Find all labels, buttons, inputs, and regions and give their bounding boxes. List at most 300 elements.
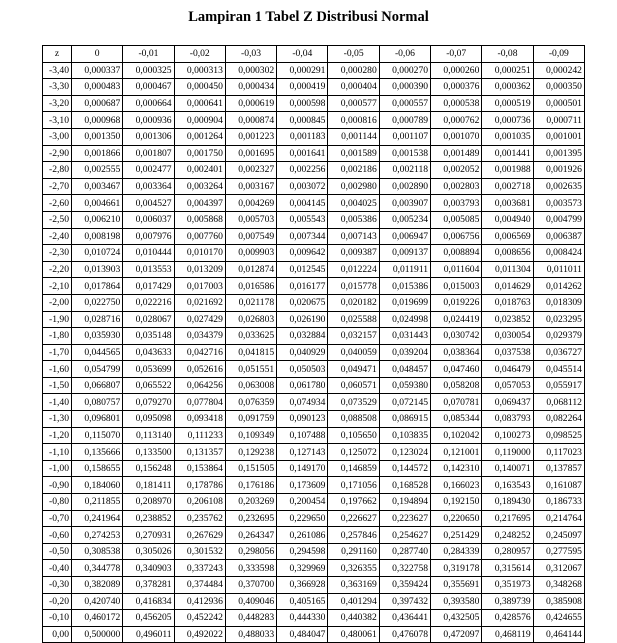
probability-cell: 0,032884	[277, 328, 328, 345]
probability-cell: 0,113140	[123, 427, 174, 444]
column-header: -0,04	[277, 46, 328, 63]
table-row	[43, 62, 585, 79]
probability-cell: 0,254627	[379, 527, 430, 544]
probability-cell: 0,009137	[379, 245, 430, 262]
probability-cell: 0,232695	[225, 510, 276, 527]
probability-cell: 0,348268	[533, 577, 584, 594]
probability-cell: 0,220650	[431, 510, 482, 527]
probability-cell: 0,017003	[174, 278, 225, 295]
probability-cell: 0,153864	[174, 460, 225, 477]
probability-cell: 0,000762	[431, 112, 482, 129]
probability-cell: 0,000598	[277, 95, 328, 112]
table-row	[43, 427, 585, 444]
probability-cell: 0,000390	[379, 79, 430, 96]
probability-cell: 0,500000	[72, 626, 123, 643]
table-row	[43, 610, 585, 627]
probability-cell: 0,181411	[123, 477, 174, 494]
probability-cell: 0,017864	[72, 278, 123, 295]
probability-cell: 0,000577	[328, 95, 379, 112]
probability-cell: 0,060571	[328, 377, 379, 394]
probability-cell: 0,052616	[174, 361, 225, 378]
probability-cell: 0,013209	[174, 261, 225, 278]
probability-cell: 0,133500	[123, 444, 174, 461]
probability-cell: 0,085344	[431, 411, 482, 428]
probability-cell: 0,001866	[72, 145, 123, 162]
probability-cell: 0,005868	[174, 211, 225, 228]
probability-cell: 0,006387	[533, 228, 584, 245]
probability-cell: 0,050503	[277, 361, 328, 378]
table-row	[43, 278, 585, 295]
probability-cell: 0,021692	[174, 294, 225, 311]
probability-cell: 0,091759	[225, 411, 276, 428]
probability-cell: 0,374484	[174, 577, 225, 594]
probability-cell: 0,131357	[174, 444, 225, 461]
probability-cell: 0,004661	[72, 195, 123, 212]
probability-cell: 0,000641	[174, 95, 225, 112]
probability-cell: 0,059380	[379, 377, 430, 394]
table-row	[43, 411, 585, 428]
probability-cell: 0,472097	[431, 626, 482, 643]
probability-cell: 0,069437	[482, 394, 533, 411]
probability-cell: 0,009903	[225, 245, 276, 262]
probability-cell: 0,226627	[328, 510, 379, 527]
probability-cell: 0,013903	[72, 261, 123, 278]
probability-cell: 0,093418	[174, 411, 225, 428]
probability-cell: 0,000483	[72, 79, 123, 96]
probability-cell: 0,042716	[174, 344, 225, 361]
probability-cell: 0,291160	[328, 543, 379, 560]
probability-cell: 0,186733	[533, 494, 584, 511]
probability-cell: 0,144572	[379, 460, 430, 477]
probability-cell: 0,030054	[482, 328, 533, 345]
z-value-cell: -0,50	[43, 543, 72, 560]
probability-cell: 0,397432	[379, 593, 430, 610]
probability-cell: 0,083793	[482, 411, 533, 428]
probability-cell: 0,095098	[123, 411, 174, 428]
table-header-row	[43, 46, 585, 63]
probability-cell: 0,005703	[225, 211, 276, 228]
probability-cell: 0,031443	[379, 328, 430, 345]
probability-cell: 0,192150	[431, 494, 482, 511]
probability-cell: 0,264347	[225, 527, 276, 544]
probability-cell: 0,028716	[72, 311, 123, 328]
probability-cell: 0,039204	[379, 344, 430, 361]
probability-cell: 0,006947	[379, 228, 430, 245]
probability-cell: 0,034379	[174, 328, 225, 345]
probability-cell: 0,055917	[533, 377, 584, 394]
probability-cell: 0,125072	[328, 444, 379, 461]
probability-cell: 0,002327	[225, 162, 276, 179]
probability-cell: 0,010170	[174, 245, 225, 262]
z-value-cell: -1,20	[43, 427, 72, 444]
probability-cell: 0,378281	[123, 577, 174, 594]
probability-cell: 0,109349	[225, 427, 276, 444]
probability-cell: 0,001107	[379, 128, 430, 145]
probability-cell: 0,329969	[277, 560, 328, 577]
z-value-cell: -0,70	[43, 510, 72, 527]
probability-cell: 0,100273	[482, 427, 533, 444]
table-row	[43, 377, 585, 394]
probability-cell: 0,006756	[431, 228, 482, 245]
probability-cell: 0,496011	[123, 626, 174, 643]
probability-cell: 0,096801	[72, 411, 123, 428]
table-row	[43, 145, 585, 162]
probability-cell: 0,002890	[379, 178, 430, 195]
probability-cell: 0,054799	[72, 361, 123, 378]
probability-cell: 0,312067	[533, 560, 584, 577]
probability-cell: 0,001264	[174, 128, 225, 145]
probability-cell: 0,000519	[482, 95, 533, 112]
probability-cell: 0,166023	[431, 477, 482, 494]
z-value-cell: -2,50	[43, 211, 72, 228]
probability-cell: 0,000538	[431, 95, 482, 112]
probability-cell: 0,019699	[379, 294, 430, 311]
probability-cell: 0,001926	[533, 162, 584, 179]
z-value-cell: -2,70	[43, 178, 72, 195]
probability-cell: 0,107488	[277, 427, 328, 444]
column-header: -0,06	[379, 46, 430, 63]
probability-cell: 0,018309	[533, 294, 584, 311]
probability-cell: 0,004269	[225, 195, 276, 212]
probability-cell: 0,005386	[328, 211, 379, 228]
probability-cell: 0,000376	[431, 79, 482, 96]
probability-cell: 0,119000	[482, 444, 533, 461]
probability-cell: 0,001350	[72, 128, 123, 145]
probability-cell: 0,274253	[72, 527, 123, 544]
z-value-cell: -1,60	[43, 361, 72, 378]
probability-cell: 0,000664	[123, 95, 174, 112]
probability-cell: 0,178786	[174, 477, 225, 494]
probability-cell: 0,223627	[379, 510, 430, 527]
column-header: -0,08	[482, 46, 533, 63]
z-value-cell: -2,30	[43, 245, 72, 262]
table-row	[43, 79, 585, 96]
probability-cell: 0,149170	[277, 460, 328, 477]
z-value-cell: -2,80	[43, 162, 72, 179]
probability-cell: 0,012224	[328, 261, 379, 278]
z-value-cell: -1,70	[43, 344, 72, 361]
probability-cell: 0,026803	[225, 311, 276, 328]
probability-cell: 0,393580	[431, 593, 482, 610]
probability-cell: 0,002718	[482, 178, 533, 195]
probability-cell: 0,000845	[277, 112, 328, 129]
probability-cell: 0,337243	[174, 560, 225, 577]
z-value-cell: -1,40	[43, 394, 72, 411]
probability-cell: 0,140071	[482, 460, 533, 477]
probability-cell: 0,366928	[277, 577, 328, 594]
z-value-cell: -0,80	[43, 494, 72, 511]
probability-cell: 0,464144	[533, 626, 584, 643]
probability-cell: 0,079270	[123, 394, 174, 411]
probability-cell: 0,322758	[379, 560, 430, 577]
probability-cell: 0,057053	[482, 377, 533, 394]
probability-cell: 0,123024	[379, 444, 430, 461]
probability-cell: 0,008656	[482, 245, 533, 262]
probability-cell: 0,000874	[225, 112, 276, 129]
probability-cell: 0,245097	[533, 527, 584, 544]
probability-cell: 0,428576	[482, 610, 533, 627]
probability-cell: 0,248252	[482, 527, 533, 544]
probability-cell: 0,111233	[174, 427, 225, 444]
table-row	[43, 477, 585, 494]
probability-cell: 0,005234	[379, 211, 430, 228]
probability-cell: 0,010724	[72, 245, 123, 262]
probability-cell: 0,000260	[431, 62, 482, 79]
probability-cell: 0,146859	[328, 460, 379, 477]
probability-cell: 0,000291	[277, 62, 328, 79]
column-header: -0,07	[431, 46, 482, 63]
probability-cell: 0,151505	[225, 460, 276, 477]
probability-cell: 0,009642	[277, 245, 328, 262]
probability-cell: 0,001589	[328, 145, 379, 162]
table-body	[43, 62, 585, 643]
probability-cell: 0,217695	[482, 510, 533, 527]
probability-cell: 0,051551	[225, 361, 276, 378]
probability-cell: 0,058208	[431, 377, 482, 394]
probability-cell: 0,015003	[431, 278, 482, 295]
probability-cell: 0,011911	[379, 261, 430, 278]
probability-cell: 0,002635	[533, 178, 584, 195]
probability-cell: 0,001306	[123, 128, 174, 145]
probability-cell: 0,173609	[277, 477, 328, 494]
probability-cell: 0,082264	[533, 411, 584, 428]
probability-cell: 0,000789	[379, 112, 430, 129]
probability-cell: 0,046479	[482, 361, 533, 378]
probability-cell: 0,015386	[379, 278, 430, 295]
probability-cell: 0,001988	[482, 162, 533, 179]
probability-cell: 0,074934	[277, 394, 328, 411]
probability-cell: 0,005085	[431, 211, 482, 228]
z-value-cell: -3,40	[43, 62, 72, 79]
probability-cell: 0,000450	[174, 79, 225, 96]
probability-cell: 0,001001	[533, 128, 584, 145]
probability-cell: 0,086915	[379, 411, 430, 428]
probability-cell: 0,024419	[431, 311, 482, 328]
z-value-cell: -0,60	[43, 527, 72, 544]
probability-cell: 0,023295	[533, 311, 584, 328]
probability-cell: 0,115070	[72, 427, 123, 444]
probability-cell: 0,017429	[123, 278, 174, 295]
table-row	[43, 494, 585, 511]
table-row	[43, 577, 585, 594]
probability-cell: 0,203269	[225, 494, 276, 511]
probability-cell: 0,142310	[431, 460, 482, 477]
probability-cell: 0,001641	[277, 145, 328, 162]
probability-cell: 0,047460	[431, 361, 482, 378]
probability-cell: 0,280957	[482, 543, 533, 560]
probability-cell: 0,211855	[72, 494, 123, 511]
probability-cell: 0,012874	[225, 261, 276, 278]
probability-cell: 0,000501	[533, 95, 584, 112]
probability-cell: 0,000404	[328, 79, 379, 96]
probability-cell: 0,070781	[431, 394, 482, 411]
probability-cell: 0,007344	[277, 228, 328, 245]
probability-cell: 0,000904	[174, 112, 225, 129]
probability-cell: 0,257846	[328, 527, 379, 544]
probability-cell: 0,161087	[533, 477, 584, 494]
probability-cell: 0,014262	[533, 278, 584, 295]
z-value-cell: -2,90	[43, 145, 72, 162]
probability-cell: 0,004799	[533, 211, 584, 228]
z-value-cell: -1,90	[43, 311, 72, 328]
table-row	[43, 510, 585, 527]
z-value-cell: -2,40	[43, 228, 72, 245]
z-value-cell: -3,20	[43, 95, 72, 112]
probability-cell: 0,229650	[277, 510, 328, 527]
probability-cell: 0,001183	[277, 128, 328, 145]
probability-cell: 0,001441	[482, 145, 533, 162]
probability-cell: 0,480061	[328, 626, 379, 643]
probability-cell: 0,002401	[174, 162, 225, 179]
probability-cell: 0,080757	[72, 394, 123, 411]
probability-cell: 0,468119	[482, 626, 533, 643]
table-row	[43, 261, 585, 278]
probability-cell: 0,090123	[277, 411, 328, 428]
probability-cell: 0,235762	[174, 510, 225, 527]
probability-cell: 0,000337	[72, 62, 123, 79]
probability-cell: 0,363169	[328, 577, 379, 594]
table-row	[43, 527, 585, 544]
probability-cell: 0,098525	[533, 427, 584, 444]
probability-cell: 0,009387	[328, 245, 379, 262]
probability-cell: 0,044565	[72, 344, 123, 361]
probability-cell: 0,158655	[72, 460, 123, 477]
probability-cell: 0,298056	[225, 543, 276, 560]
probability-cell: 0,002186	[328, 162, 379, 179]
probability-cell: 0,038364	[431, 344, 482, 361]
probability-cell: 0,484047	[277, 626, 328, 643]
probability-cell: 0,011604	[431, 261, 482, 278]
probability-cell: 0,241964	[72, 510, 123, 527]
z-value-cell: -2,20	[43, 261, 72, 278]
probability-cell: 0,003907	[379, 195, 430, 212]
table-row	[43, 294, 585, 311]
probability-cell: 0,024998	[379, 311, 430, 328]
probability-cell: 0,000736	[482, 112, 533, 129]
probability-cell: 0,077804	[174, 394, 225, 411]
probability-cell: 0,003167	[225, 178, 276, 195]
probability-cell: 0,003072	[277, 178, 328, 195]
probability-cell: 0,001750	[174, 145, 225, 162]
probability-cell: 0,351973	[482, 577, 533, 594]
probability-cell: 0,000816	[328, 112, 379, 129]
probability-cell: 0,035930	[72, 328, 123, 345]
probability-cell: 0,006569	[482, 228, 533, 245]
probability-cell: 0,064256	[174, 377, 225, 394]
probability-cell: 0,492022	[174, 626, 225, 643]
probability-cell: 0,000619	[225, 95, 276, 112]
document-title: Lampiran 1 Tabel Z Distribusi Normal	[188, 9, 429, 25]
probability-cell: 0,001489	[431, 145, 482, 162]
probability-cell: 0,270931	[123, 527, 174, 544]
probability-cell: 0,385908	[533, 593, 584, 610]
probability-cell: 0,001695	[225, 145, 276, 162]
probability-cell: 0,002052	[431, 162, 482, 179]
probability-cell: 0,001035	[482, 128, 533, 145]
probability-cell: 0,005543	[277, 211, 328, 228]
probability-cell: 0,200454	[277, 494, 328, 511]
z-value-cell: -1,10	[43, 444, 72, 461]
table-row	[43, 128, 585, 145]
probability-cell: 0,315614	[482, 560, 533, 577]
probability-cell: 0,063008	[225, 377, 276, 394]
probability-cell: 0,003573	[533, 195, 584, 212]
probability-cell: 0,000467	[123, 79, 174, 96]
probability-cell: 0,028067	[123, 311, 174, 328]
probability-cell: 0,002803	[431, 178, 482, 195]
probability-cell: 0,194894	[379, 494, 430, 511]
column-header: -0,01	[123, 46, 174, 63]
probability-cell: 0,319178	[431, 560, 482, 577]
probability-cell: 0,002256	[277, 162, 328, 179]
column-header: -0,02	[174, 46, 225, 63]
probability-cell: 0,197662	[328, 494, 379, 511]
probability-cell: 0,036727	[533, 344, 584, 361]
table-row	[43, 311, 585, 328]
z-value-cell: -2,00	[43, 294, 72, 311]
probability-cell: 0,189430	[482, 494, 533, 511]
probability-cell: 0,168528	[379, 477, 430, 494]
z-value-cell: -3,00	[43, 128, 72, 145]
probability-cell: 0,137857	[533, 460, 584, 477]
z-value-cell: 0,00	[43, 626, 72, 643]
probability-cell: 0,184060	[72, 477, 123, 494]
probability-cell: 0,000419	[277, 79, 328, 96]
probability-cell: 0,004940	[482, 211, 533, 228]
probability-cell: 0,003467	[72, 178, 123, 195]
probability-cell: 0,420740	[72, 593, 123, 610]
column-header: -0,03	[225, 46, 276, 63]
probability-cell: 0,000280	[328, 62, 379, 79]
probability-cell: 0,102042	[431, 427, 482, 444]
table-row	[43, 543, 585, 560]
table-row	[43, 361, 585, 378]
probability-cell: 0,004527	[123, 195, 174, 212]
probability-cell: 0,018763	[482, 294, 533, 311]
probability-cell: 0,382089	[72, 577, 123, 594]
probability-cell: 0,287740	[379, 543, 430, 560]
table-row	[43, 178, 585, 195]
probability-cell: 0,023852	[482, 311, 533, 328]
probability-cell: 0,389739	[482, 593, 533, 610]
probability-cell: 0,163543	[482, 477, 533, 494]
probability-cell: 0,002477	[123, 162, 174, 179]
probability-cell: 0,214764	[533, 510, 584, 527]
table-row	[43, 211, 585, 228]
probability-cell: 0,025588	[328, 311, 379, 328]
probability-cell: 0,020675	[277, 294, 328, 311]
probability-cell: 0,000251	[482, 62, 533, 79]
probability-cell: 0,003264	[174, 178, 225, 195]
probability-cell: 0,012545	[277, 261, 328, 278]
probability-cell: 0,440382	[328, 610, 379, 627]
probability-cell: 0,000325	[123, 62, 174, 79]
table-row	[43, 328, 585, 345]
probability-cell: 0,011304	[482, 261, 533, 278]
table-row	[43, 95, 585, 112]
probability-cell: 0,000242	[533, 62, 584, 79]
probability-cell: 0,301532	[174, 543, 225, 560]
z-value-cell: -1,00	[43, 460, 72, 477]
probability-cell: 0,355691	[431, 577, 482, 594]
probability-cell: 0,006210	[72, 211, 123, 228]
probability-cell: 0,007976	[123, 228, 174, 245]
probability-cell: 0,007760	[174, 228, 225, 245]
probability-cell: 0,000687	[72, 95, 123, 112]
probability-cell: 0,405165	[277, 593, 328, 610]
probability-cell: 0,045514	[533, 361, 584, 378]
probability-cell: 0,238852	[123, 510, 174, 527]
